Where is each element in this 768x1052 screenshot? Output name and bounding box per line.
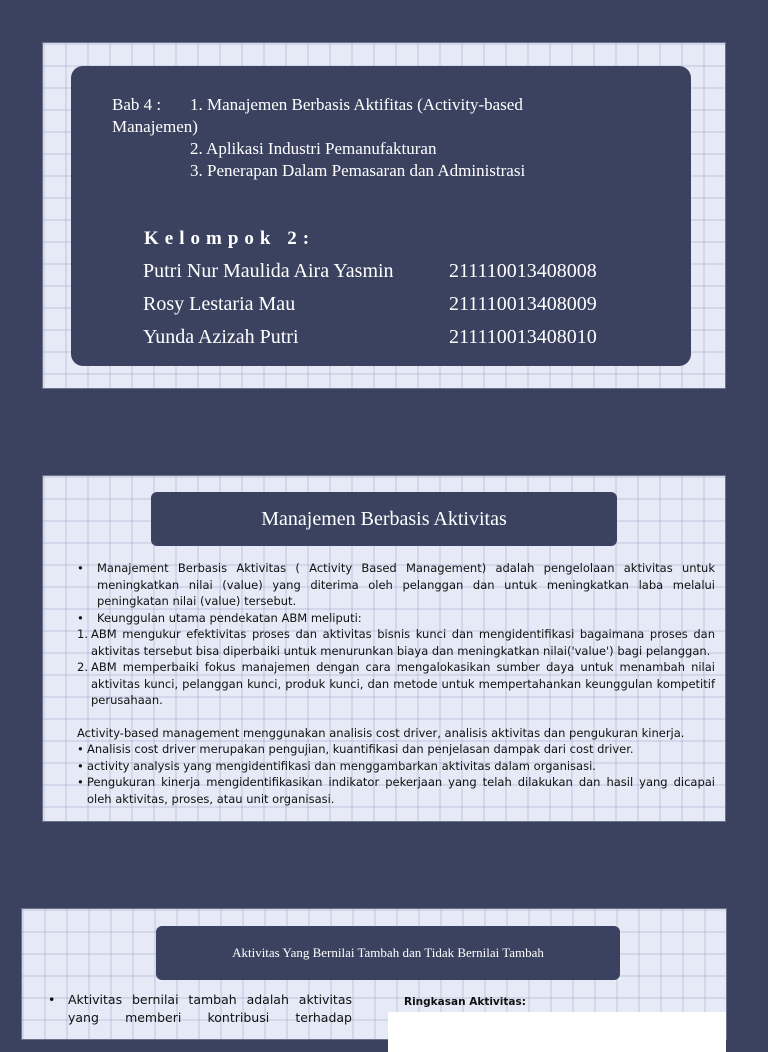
- member-name: Rosy Lestaria Mau: [143, 293, 296, 315]
- slide-abm: [43, 476, 725, 821]
- chapter-item-1: 1. Manajemen Berbasis Aktifitas (Activity-based: [190, 95, 523, 114]
- keunggulan-bullet: [77, 610, 715, 627]
- sub-bullet-text: activity analysis yang mengidentifikasi dan menggambarkan aktivitas dalam organisasi.: [87, 758, 596, 773]
- value-added-bullet: [48, 991, 352, 1027]
- member-name: Yunda Azizah Putri: [143, 326, 299, 348]
- chapter-item-1-cont: Manajemen): [112, 117, 198, 136]
- slide-heading: Aktivitas Yang Bernilai Tambah dan Tidak Bernilai Tambah: [156, 926, 620, 980]
- bullet-marker: •: [77, 742, 84, 756]
- bullet-marker: •: [77, 758, 84, 773]
- intro-bullet: [77, 560, 715, 610]
- bullet-marker: •: [48, 992, 56, 1007]
- bullet-marker: •: [77, 610, 84, 625]
- title-box: [71, 66, 691, 366]
- chapter-label: Bab 4 :: [112, 95, 162, 114]
- slide-body: [77, 560, 715, 807]
- bullet-line: Aktivitas bernilai tambah adalah aktivitas: [68, 992, 352, 1007]
- sub-bullet: [77, 741, 715, 758]
- summary-panel: [388, 1012, 726, 1052]
- sub-bullet: [77, 774, 715, 807]
- numbered-text: ABM memperbaiki fokus manajemen dengan cara mengalokasikan sumber daya untuk menambah nilai aktivitas kunci, pelanggan kunci, produk kunci, dan metode untuk mempertahankan keunggulan kompetitif perusahaan.: [91, 660, 715, 707]
- summary-label: Ringkasan Aktivitas:: [404, 996, 526, 1008]
- member-name: Putri Nur Maulida Aira Yasmin: [143, 260, 394, 282]
- slide-heading: Manajemen Berbasis Aktivitas: [151, 492, 617, 546]
- abm-sentence: Activity-based management menggunakan analisis cost driver, analisis aktivitas dan pengukuran kinerja.: [77, 725, 685, 740]
- chapter-item-2: 2. Aplikasi Industri Pemanufakturan: [190, 139, 437, 158]
- bullet-marker: •: [77, 775, 84, 789]
- intro-text: Manajement Berbasis Aktivitas ( Activity Based Management) adalah pengelolaan aktivitas untuk meningkatkan nilai (value) yang diterima oleh pelanggan dan untuk meningkatkan laba melalui peningkatan nilai (value) tersebut.: [97, 561, 715, 608]
- sub-bullet-text: Pengukuran kinerja mengidentifikasikan indikator pekerjaan yang telah dilakukan dan hasil yang dicapai oleh aktivitas, proses, atau unit organisasi.: [87, 775, 715, 806]
- member-nim: 211110013408009: [449, 293, 597, 315]
- chapter-item-3: 3. Penerapan Dalam Pemasaran dan Administrasi: [190, 161, 526, 180]
- item-number: 1.: [77, 627, 88, 641]
- bullet-line: yang memberi kontribusi terhadap: [68, 1010, 352, 1025]
- chapter-line: [112, 94, 672, 138]
- numbered-text: ABM mengukur efektivitas proses dan aktivitas bisnis kunci dan mengidentifikasi bagaimana proses dan aktivitas tersebut bisa diperbaiki untuk menurunkan biaya dan meningkatkan nilai('value') bagi pelanggan.: [91, 627, 715, 658]
- sub-bullet-text: Analisis cost driver merupakan pengujian, kuantifikasi dan penjelasan dampak dari cost driver.: [87, 742, 634, 756]
- item-number: 2.: [77, 660, 88, 674]
- slide-value-added: [22, 909, 726, 1039]
- member-nim: 211110013408010: [449, 326, 597, 348]
- group-heading: Kelompok 2:: [144, 228, 316, 249]
- keunggulan-text: Keunggulan utama pendekatan ABM meliputi:: [97, 610, 362, 625]
- bullet-marker: •: [77, 561, 84, 575]
- numbered-item: [77, 626, 715, 659]
- member-nim: 211110013408008: [449, 260, 597, 282]
- numbered-item: [77, 659, 715, 709]
- slide-title: [43, 43, 725, 388]
- sub-bullet: [77, 758, 715, 775]
